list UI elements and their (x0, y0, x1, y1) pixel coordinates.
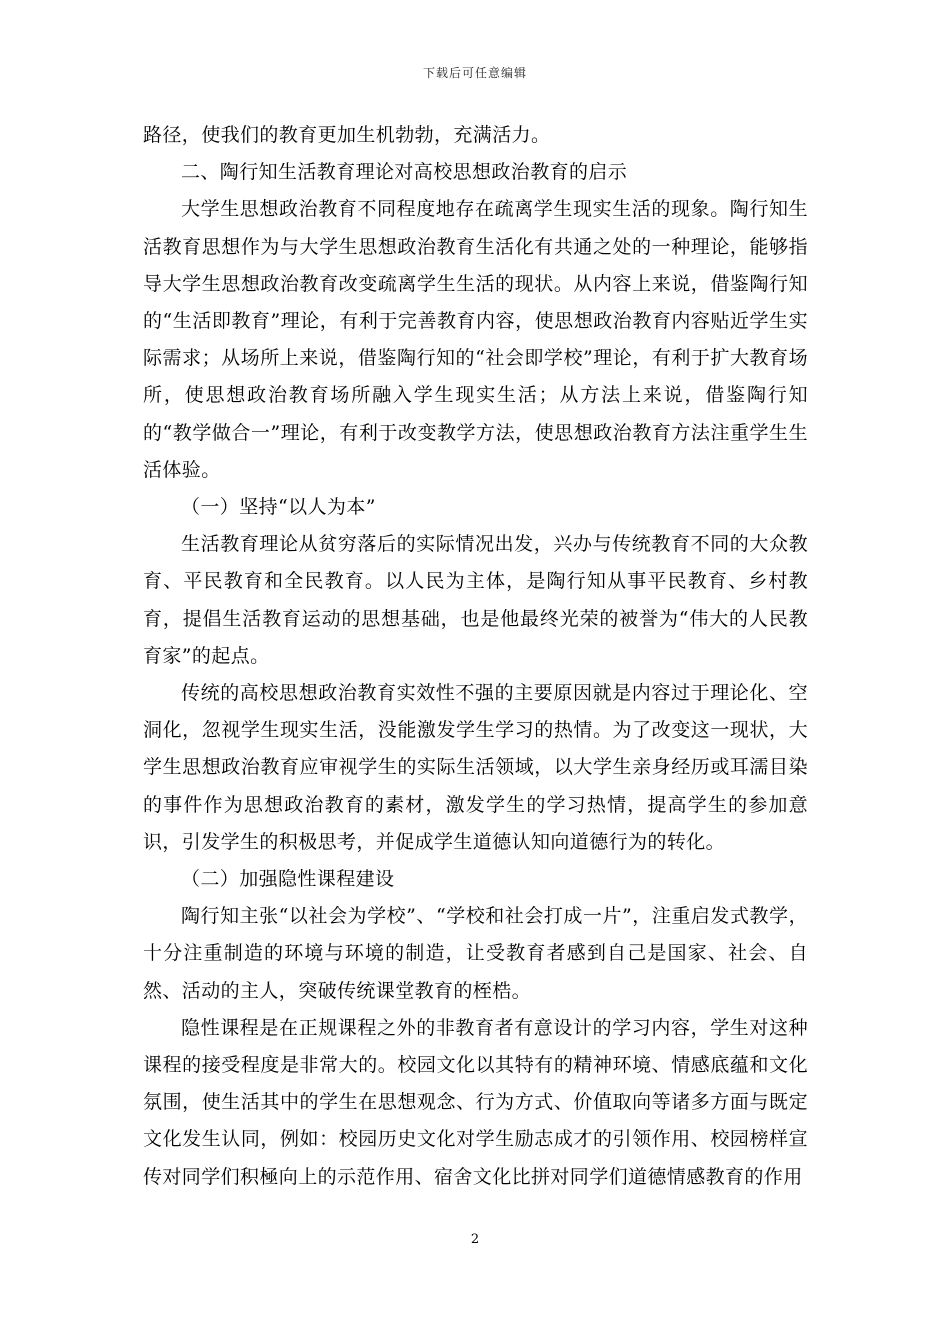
paragraph: 生活教育理论从贫穷落后的实际情况出发，兴办与传统教育不同的大众教育、平民教育和全民教育。以人民为主体，是陶行知从事平民教育、乡村教育，提倡生活教育运动的思想基础，也是他最终光荣的被誉为“伟大的人民教育家”的起点。 (143, 533, 808, 667)
paragraph: 陶行知主张“以社会为学校”、“学校和社会打成一片”，注重启发式教学，十分注重制造的环境与环境的制造，让受教育者感到自己是国家、社会、自然、活动的主人，突破传统课堂教育的桎梏。 (143, 905, 808, 1002)
page-number: 2 (470, 1232, 480, 1247)
paragraph: 大学生思想政治教育不同程度地存在疏离学生现实生活的现象。陶行知生活教育思想作为与大学生思想政治教育生活化有共通之处的一种理论，能够指导大学生思想政治教育改变疏离学生生活的现状。从内容上来说，借鉴陶行知的“生活即教育”理论，有利于完善教育内容，使思想政治教育内容贴近学生实际需求；从场所上来说，借鉴陶行知的“社会即学校”理论，有利于扩大教育场所，使思想政治教育场所融入学生现实生活；从方法上来说，借鉴陶行知的“教学做合一”理论，有利于改变教学方法，使思想政治教育方法注重学生生活体验。 (143, 198, 808, 481)
page-header: 下载后可任意编辑 (422, 66, 527, 80)
paragraph: 隐性课程是在正规课程之外的非教育者有意设计的学习内容，学生对这种课程的接受程度是非常大的。校园文化以其特有的精神环境、情感底蕴和文化氛围，使生活其中的学生在思想观念、行为方式、价值取向等诸多方面与既定文化发生认同，例如：校园历史文化对学生励志成才的引领作用、校园榜样宣传对同学们积極向上的示范作用、宿舍文化比拼对同学们道德情感教育的作用 (143, 1016, 808, 1188)
paragraph-continuation: 路径，使我们的教育更加生机勃勃，充满活力。 (143, 124, 551, 146)
subsection-heading-2: （二）加强隐性课程建设 (181, 868, 395, 891)
subsection-heading-1: （一）坚持“以人为本” (181, 496, 376, 519)
header-divider (143, 88, 808, 89)
section-heading-2: 二、陶行知生活教育理论对高校思想政治教育的启示 (181, 161, 628, 184)
document-body (143, 117, 808, 1196)
paragraph: 传统的高校思想政治教育实效性不强的主要原因就是内容过于理论化、空洞化，忽视学生现实生活，没能激发学生学习的热情。为了改变这一现状，大学生思想政治教育应审视学生的实际生活领域，以大学生亲身经历或耳濡目染的事件作为思想政治教育的素材，激发学生的学习热情，提高学生的参加意识，引发学生的积极思考，并促成学生道德认知向道德行为的转化。 (143, 682, 808, 853)
